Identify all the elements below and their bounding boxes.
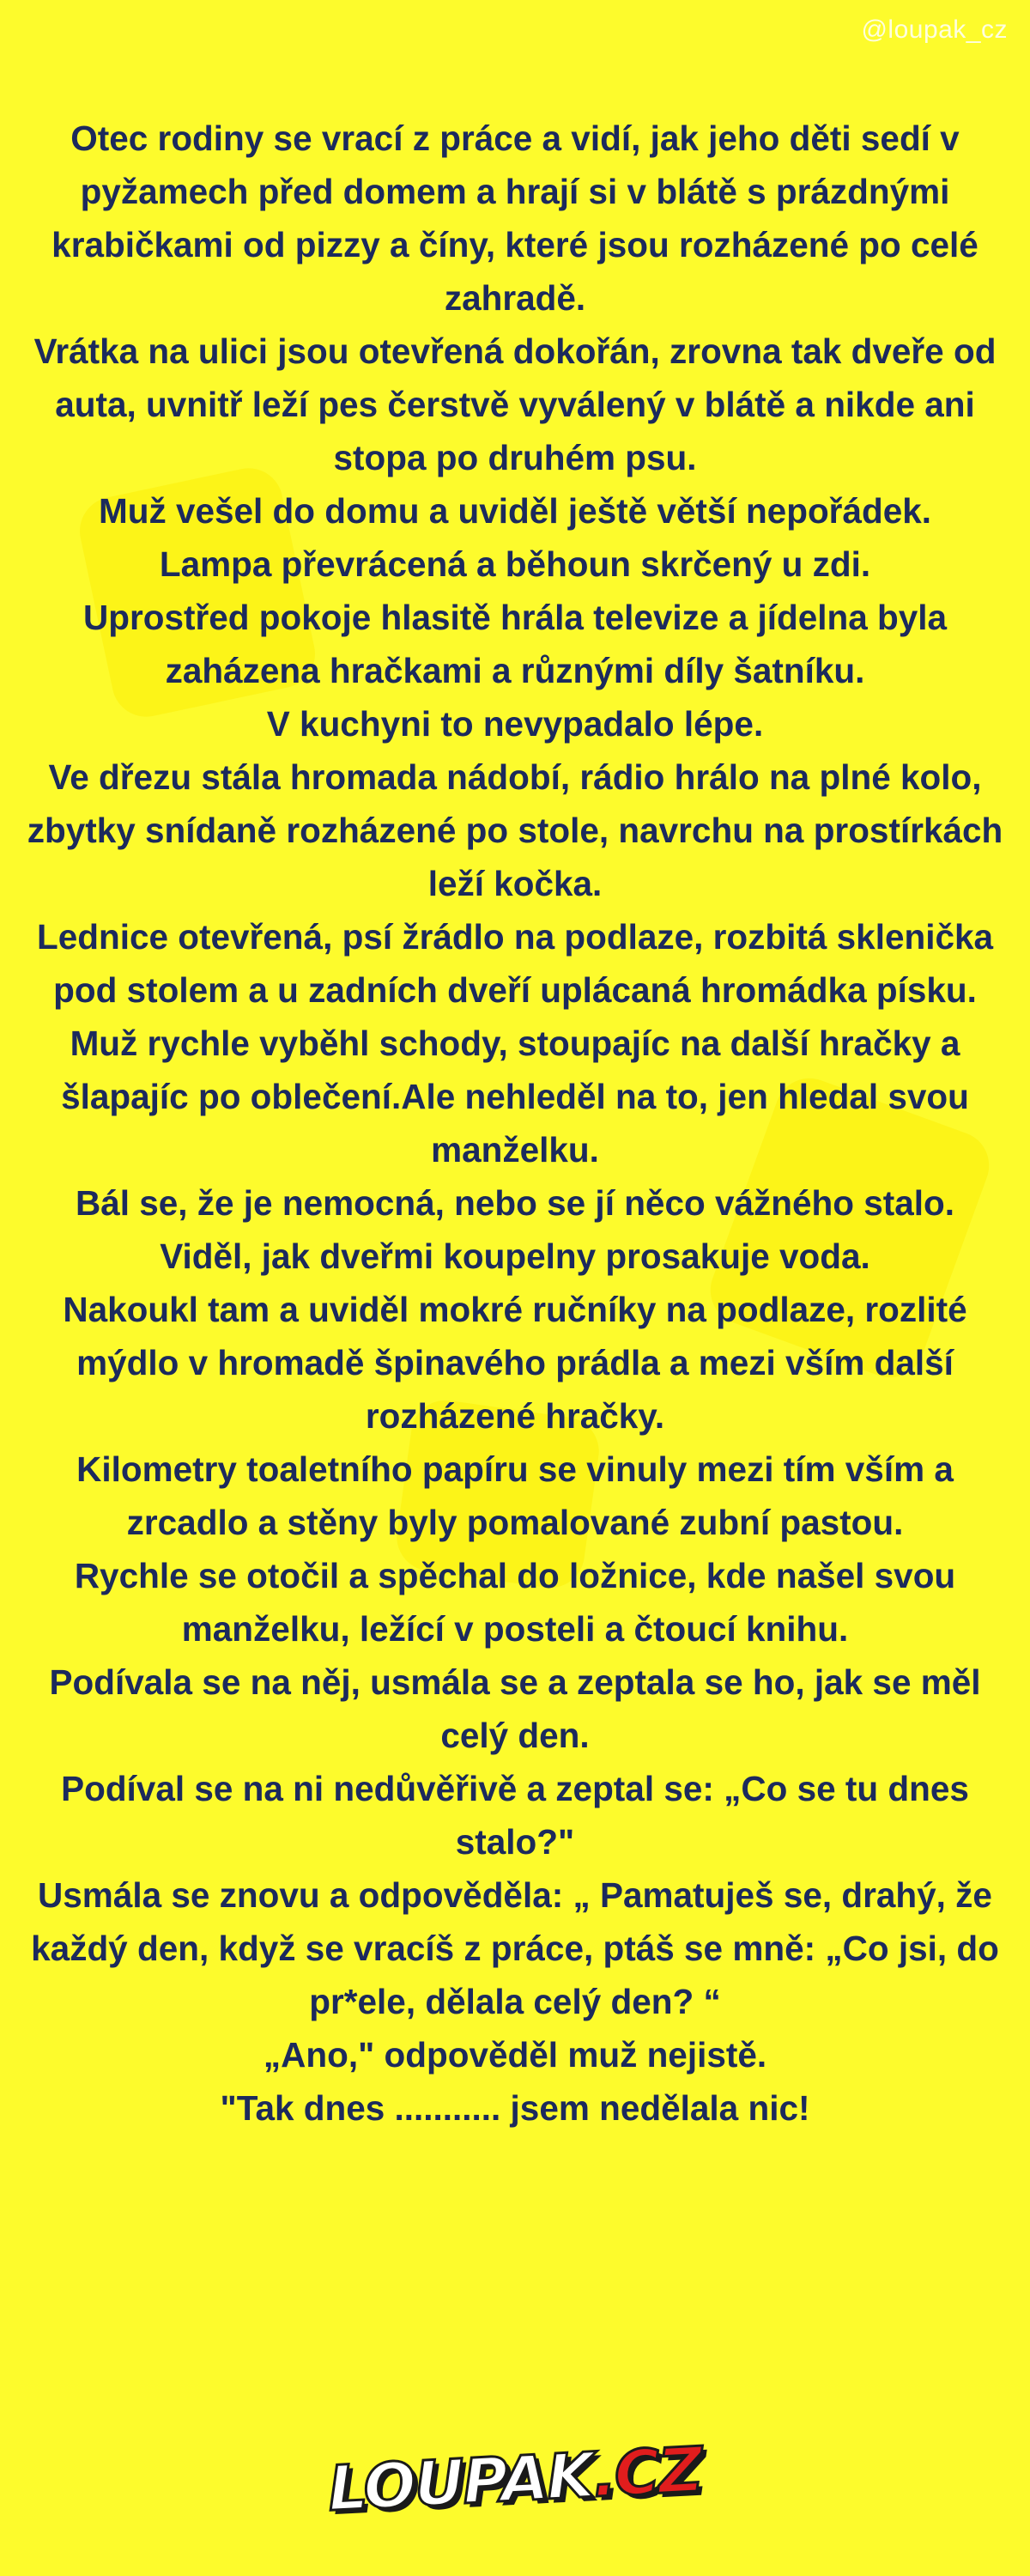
site-logo [0,2433,1030,2525]
story-paragraph: Otec rodiny se vrací z práce a vidí, jak jeho děti sedí v pyžamech před domem a hrají si v blátě s prázdnými krabičkami od pizzy a číny, které jsou rozházené po celé zahradě. [52,118,978,318]
story-paragraph: Viděl, jak dveřmi koupelny prosakuje voda. [160,1236,870,1276]
story-paragraph: Rychle se otočil a spěchal do ložnice, kde našel svou manželku, ležící v posteli a čtoucí knihu. [74,1556,956,1649]
story-text [19,112,1011,2135]
story-paragraph: Podíval se na ni nedůvěřivě a zeptal se: „Co se tu dnes stalo?" [61,1769,969,1862]
story-paragraph: Podívala se na něj, usmála se a zeptala se ho, jak se měl celý den. [49,1662,981,1755]
logo-word: LOUPAK [326,2439,596,2525]
story-paragraph: V kuchyni to nevypadalo lépe. [266,704,764,744]
story-paragraph: Muž vešel do domu a uviděl ještě větší nepořádek. [98,491,932,531]
story-paragraph: Uprostřed pokoje hlasitě hrála televize a jídelna byla zaházena hračkami a různými díly šatníku. [82,598,948,690]
logo-tld: .CZ [591,2433,704,2512]
watermark-handle: @loupak_cz [861,15,1008,44]
story-paragraph: Muž rychle vyběhl schody, stoupajíc na další hračky a šlapajíc po oblečení.Ale nehleděl na to, jen hledal svou manželku. [61,1024,969,1170]
story-paragraph: Nakoukl tam a uviděl mokré ručníky na podlaze, rozlité mýdlo v hromadě špinavého prádla a mezi vším další rozházené hračky. [63,1290,967,1436]
story-paragraph: Bál se, že je nemocná, nebo se jí něco vážného stalo. [75,1183,955,1223]
story-paragraph: "Tak dnes ........... jsem nedělala nic! [220,2088,810,2128]
story-paragraph: Lampa převrácená a běhoun skrčený u zdi. [159,544,871,584]
story-paragraph: Usmála se znovu a odpověděla: „ Pamatuješ se, drahý, že každý den, když se vracíš z práce, ptáš se mně: „Co jsi, do pr*ele, dělala celý den? “ [31,1875,999,2021]
story-paragraph: Lednice otevřená, psí žrádlo na podlaze, rozbitá sklenička pod stolem a u zadních dveří uplácaná hromádka písku. [36,917,994,1010]
story-paragraph: Vrátka na ulici jsou otevřená dokořán, zrovna tak dveře od auta, uvnitř leží pes čerstvě vyválený v blátě a nikde ani stopa po druhém psu. [33,331,997,477]
logo-wordmark [327,2433,704,2525]
story-paragraph: „Ano," odpověděl muž nejistě. [263,2035,767,2075]
story-paragraph: Kilometry toaletního papíru se vinuly mezi tím vším a zrcadlo a stěny byly pomalované zubní pastou. [76,1449,954,1542]
story-paragraph: Ve dřezu stála hromada nádobí, rádio hrálo na plné kolo, zbytky snídaně rozházené po stole, navrchu na prostírkách leží kočka. [27,757,1003,903]
